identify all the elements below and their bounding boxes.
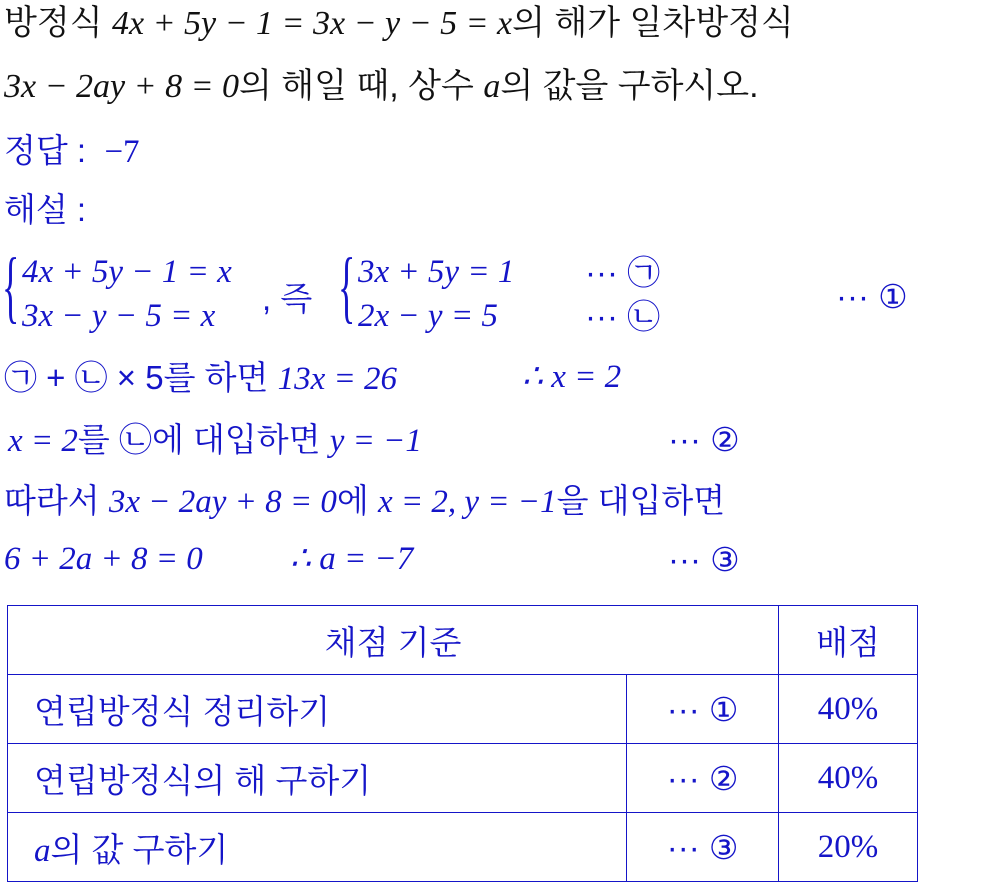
criterion-text: 의 값 구하기 — [50, 830, 229, 868]
solution-label: 해설 : — [4, 191, 87, 228]
table-row — [8, 744, 918, 813]
equation: x = 2 — [8, 423, 78, 459]
table-header-row — [8, 606, 918, 675]
left-brace: { — [2, 243, 20, 331]
question-line-1 — [4, 6, 794, 41]
solution-text: 에 — [336, 482, 378, 519]
grading-table — [7, 605, 918, 882]
step-mark: ··· ② — [668, 421, 740, 458]
step-cell: ··· ③ — [627, 813, 779, 882]
equation: 4x + 5y − 1 = 3x − y − 5 = x — [111, 5, 513, 42]
system2-eq1: 3x + 5y = 1 — [358, 254, 515, 290]
step-mark: ··· ③ — [668, 541, 740, 578]
variable: a — [483, 68, 501, 105]
table-row — [8, 675, 918, 744]
equation: 3x − 2ay + 8 = 0 — [108, 484, 337, 520]
question-text: 의 값을 구하시오. — [500, 67, 759, 105]
system1-eq2: 3x − y − 5 = x — [22, 298, 216, 334]
step-cell: ··· ① — [627, 675, 779, 744]
variable: a — [34, 832, 51, 869]
criterion-cell: 연립방정식 정리하기 — [8, 675, 627, 744]
equation-mark: ··· ㉡ — [585, 298, 661, 335]
expression: ㉠ + ㉡ × 5 — [4, 359, 164, 396]
header-points: 배점 — [779, 606, 918, 675]
question-line-2 — [4, 69, 759, 104]
left-brace: { — [338, 243, 356, 331]
header-criteria: 채점 기준 — [8, 606, 779, 675]
system2-eq2: 2x − y = 5 — [358, 298, 498, 334]
equation: 3x − 2ay + 8 = 0 — [4, 68, 240, 105]
conclusion: ∴ a = −7 — [290, 541, 414, 577]
answer-label: 정답 : — [4, 132, 87, 169]
equation: 13x = 26 — [277, 361, 397, 397]
equation: x = 2, y = −1 — [377, 484, 557, 520]
connector: , 즉 — [262, 280, 313, 317]
question-text: 의 해일 때, 상수 — [239, 67, 484, 105]
conclusion: ∴ x = 2 — [522, 359, 622, 395]
step-mark: ··· ① — [836, 278, 908, 315]
solution-text: 을 대입하면 — [556, 482, 726, 519]
solution-text: 에 대입하면 — [151, 421, 330, 458]
points-cell: 40% — [779, 744, 918, 813]
equation: y = −1 — [329, 423, 422, 459]
question-text: 의 해가 일차방정식 — [512, 4, 794, 42]
solution-line-d: 6 + 2a + 8 = 0 — [4, 541, 203, 577]
step-cell: ··· ② — [627, 744, 779, 813]
criterion-cell — [8, 813, 627, 882]
answer-line — [4, 134, 140, 169]
points-cell: 20% — [779, 813, 918, 882]
solution-text: 따라서 — [4, 482, 109, 519]
points-cell: 40% — [779, 675, 918, 744]
system1-eq1: 4x + 5y − 1 = x — [22, 254, 232, 290]
table-row — [8, 813, 918, 882]
answer-value: −7 — [104, 134, 140, 170]
solution-text: 를 — [77, 421, 119, 458]
criterion-cell: 연립방정식의 해 구하기 — [8, 744, 627, 813]
solution-line-b — [8, 423, 422, 458]
solution-line-c — [4, 484, 725, 519]
solution-line-a — [4, 361, 397, 396]
solution-text: 를 하면 — [163, 359, 278, 396]
equation-ref: ㉡ — [118, 421, 152, 458]
question-text: 방정식 — [4, 4, 112, 42]
equation-mark: ··· ㉠ — [585, 254, 661, 291]
